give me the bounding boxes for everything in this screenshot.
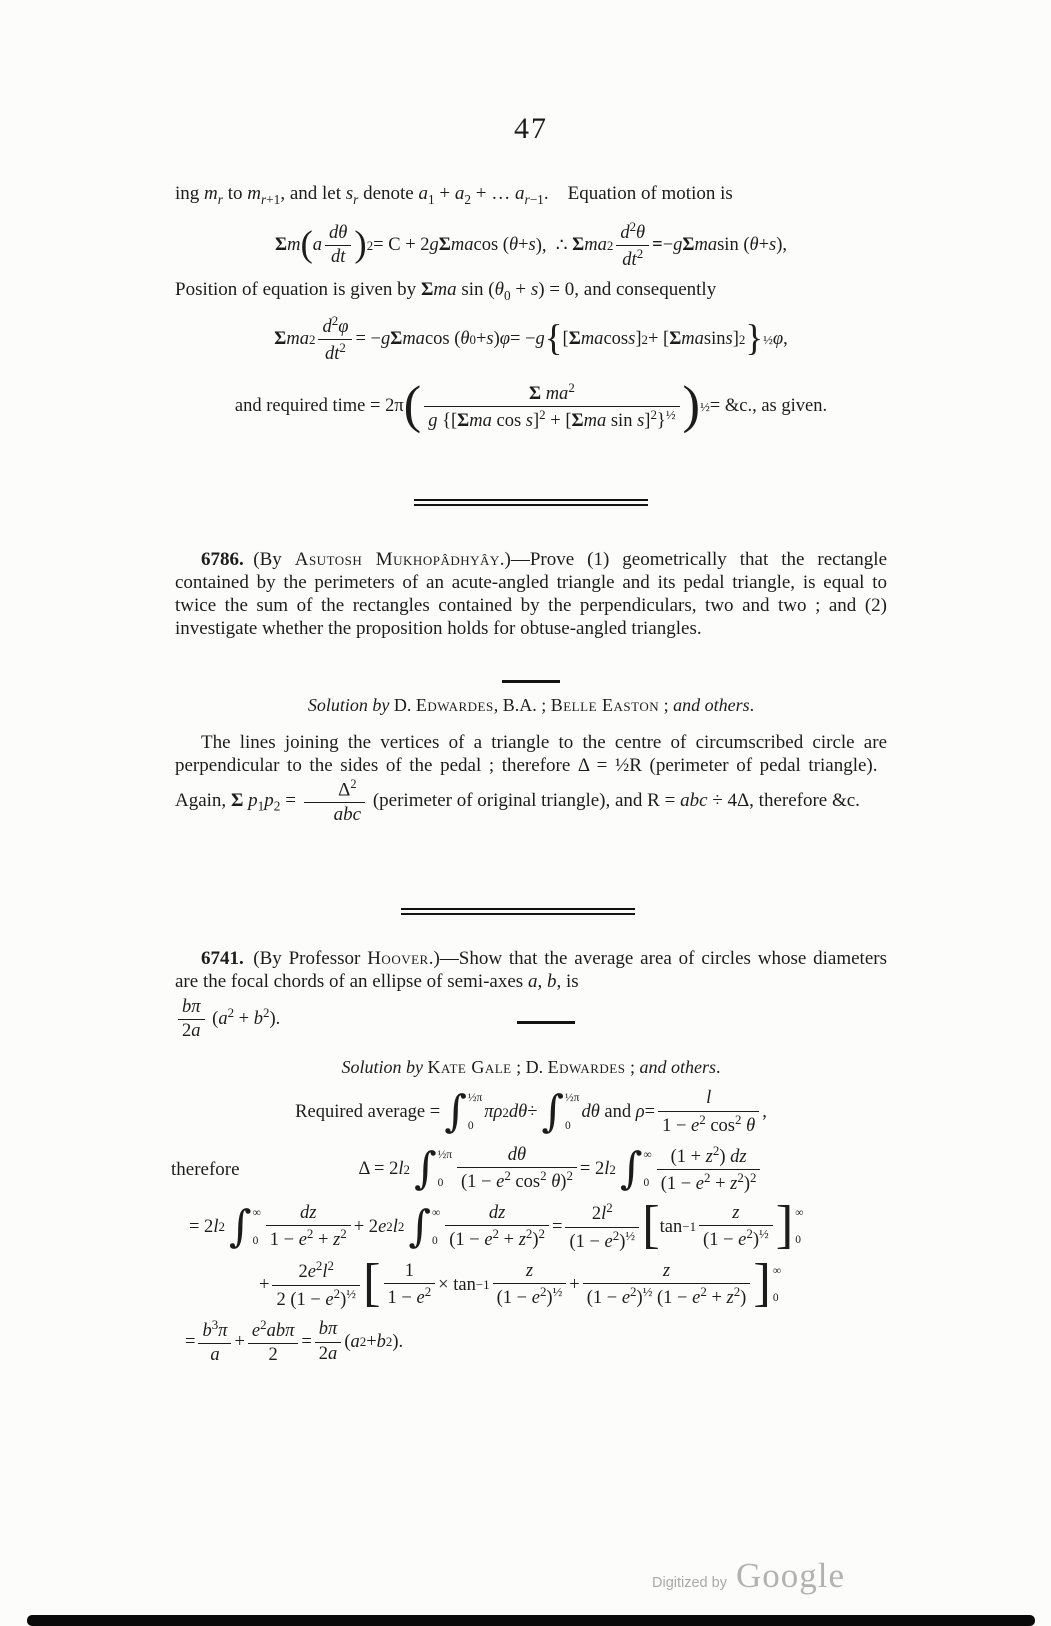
equation-bracket-term: + $2e^2l^2$ 2 $(1 - e^2)^{\frac{1}{2}}$ [ 1 $1 - e^2$ × tan −1 z $(1 - e^2)^{\frac{1}{2}}$ + z $(1 - e^2)^{\frac{1}{2}}$ $(1 - e^2 + z^2)$ ] ∞ 0	[259, 1254, 782, 1313]
divider-short-rule-2	[517, 1021, 575, 1024]
equation-expansion: = 2 l 2 ∫ ∞ 0 dz $1 - e^2 + z^2$ + 2 e 2 l 2 ∫ ∞ 0 dz $(1 - e^2 + z^2)^2$ = $2l^2$ $(1 - e^2)^{\frac{1}{2}}$ [ tan −1 z $(1 - e^2)^{\frac{1}{2}}$ ] ∞ 0	[189, 1196, 804, 1255]
equation-final-result: = $b^3\pi$ a + $e^2ab\pi$ 2 = bπ 2a ( a 2 + b 2 ).	[185, 1316, 404, 1366]
divider-double-rule	[414, 499, 648, 506]
page-number: 47	[514, 112, 548, 145]
text-block	[171, 0, 888, 1373]
google-watermark	[652, 1556, 845, 1596]
problem-6741-formula-row	[175, 997, 887, 1043]
equation-of-motion: Σ m ( a dθ dt ) 2 = C + 2 g Σ ma cos ( θ + s ), ∴ Σ ma 2 $\frac{d^2\theta}{dt^2}$ = − g Σ ma sin ( θ + s ),	[274, 218, 788, 271]
problem-6741-statement: 6741. (By Professor Hoover.)—Show that the average area of circles whose diameters are the focal chords of an ellipse of semi-axes a, b, is	[175, 947, 887, 992]
phi-equation: Σ ma 2 $d^2\varphi$ $dt^2$ = − g Σ ma cos ( θ 0 + s ) φ = − g { [ Σ ma cos s ] 2 + [ Σ ma sin s ] 2 } ½ φ ,	[274, 312, 788, 365]
equation-delta-row	[171, 1142, 887, 1196]
divider-short-rule	[502, 680, 560, 683]
required-time-equation: and required time = 2π ( Σ $ma^2$ g {[Σma cos s]$^2$ + [Σma sin s]$^2$}$^{\frac{1}{2}}$ ) ½ = &c., as given.	[234, 375, 828, 434]
digitized-by-text: Digitized by	[652, 1575, 727, 1591]
scan-edge-bar	[27, 1615, 1035, 1626]
problem-6741-formula: $\frac{b\pi}{2a}$ $(a^2 + b^2)$.	[175, 997, 280, 1043]
solution-body-6786: The lines joining the vertices of a triangle to the centre of circumscribed circle are perpendicular to the sides of the pedal ; therefore Δ = ½R (perimeter of pedal triangle). Again, Σ $p_1p_2$ = $\Delta^2$ abc (perimeter of original triangle), and R = abc ÷ 4Δ, therefore &c.	[175, 731, 887, 825]
problem-6786-statement: 6786. (By Asutosh Mukhopâdhyây.)—Prove (1) geometrically that the rectangle contained by the perimeters of an acute-angled triangle and its pedal triangle, is equal to twice the sum of the rectangles contained by the perpendiculars, two and two ; and (2) investigate whether the proposition holds for obtuse-angled triangles.	[175, 548, 888, 639]
equation-delta: Δ = 2 l 2 ∫ ½π 0 dθ ($1 - e^2$ $\cos^2 \theta)^2$ = 2 l 2 ∫ ∞ 0 $(1 + z^2)$ dz $(1 - e^2 + z^2)^2$	[359, 1144, 764, 1196]
solution-byline-6786: Solution by D. Edwardes, B.A. ; Belle Easton ; and others.	[307, 694, 755, 715]
continued-text: ing $m_r$ to $m_{r+1}$, and let $s_r$ denote $a_1 + a_2$ + … $a_{r-1}$. Equation of motion is	[175, 183, 733, 207]
position-line: Position of equation is given by Σma $\sin (\theta_0 + s) = 0$, and consequently	[175, 278, 717, 303]
therefore-label: therefore	[171, 1158, 240, 1180]
solution-byline-6741: Solution by Kate Gale ; D. Edwardes ; and others.	[341, 1056, 721, 1077]
divider-double-rule-2	[401, 908, 635, 915]
equation-average: Required average = ∫ ½π 0 πρ 2 dθ ÷ ∫ ½π 0 dθ and ρ = l $1 - e^2$ $\cos^2 \theta$ ,	[295, 1087, 767, 1138]
google-logo: Google	[735, 1556, 845, 1595]
